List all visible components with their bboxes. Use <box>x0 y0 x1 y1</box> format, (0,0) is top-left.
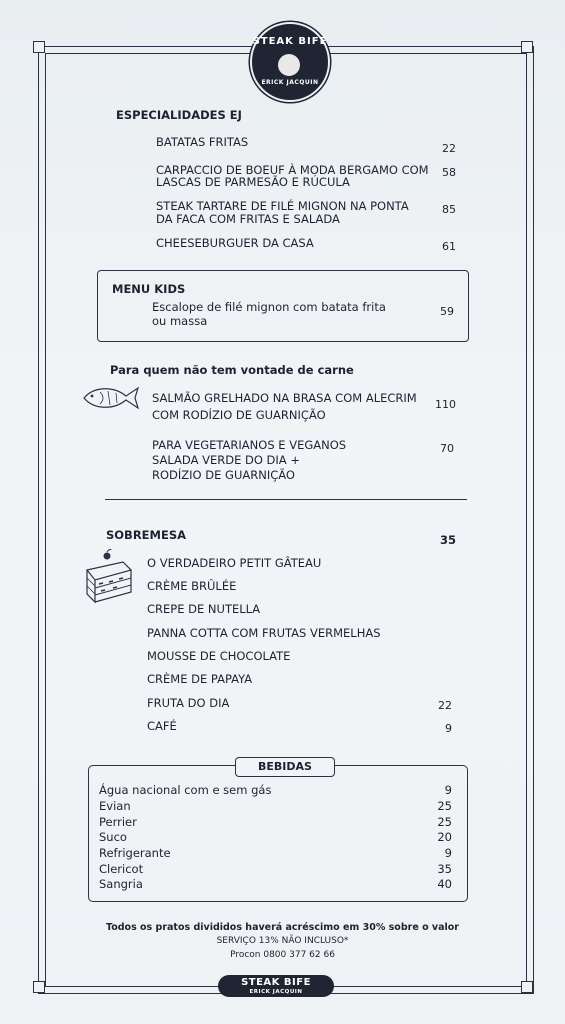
footer-procon: Procon 0800 377 62 66 <box>230 950 335 960</box>
menu-item-line2: SALADA VERDE DO DIA + <box>152 453 300 467</box>
section-divider <box>105 499 467 500</box>
drink-price: 35 <box>437 862 452 876</box>
badge-brand-text: STEAK BIFE <box>241 977 311 988</box>
kids-price: 59 <box>440 305 454 318</box>
dessert-item: CAFÉ <box>147 719 177 733</box>
corner-ornament <box>521 981 533 993</box>
drink-item: Perrier <box>99 815 137 829</box>
menu-item-price: 110 <box>435 398 456 411</box>
section-title-sobremesa: SOBREMESA <box>106 528 187 542</box>
menu-item-price: 61 <box>442 240 456 253</box>
corner-ornament <box>33 41 45 53</box>
sobremesa-price: 35 <box>440 533 457 547</box>
brand-logo <box>250 22 330 102</box>
dessert-item: FRUTA DO DIA <box>147 696 230 710</box>
dessert-price: 9 <box>445 722 452 735</box>
drink-price: 25 <box>437 799 452 813</box>
menu-item: CHEESEBURGUER DA CASA <box>156 236 314 250</box>
menu-item-line2: COM RODÍZIO DE GUARNIÇÃO <box>152 408 326 422</box>
drink-item: Suco <box>99 830 127 844</box>
dessert-item: PANNA COTTA COM FRUTAS VERMELHAS <box>147 626 381 640</box>
menu-item: CARPACCIO DE BOEUF À MODA BERGAMO COM <box>156 163 429 177</box>
drink-item: Refrigerante <box>99 846 171 860</box>
fish-icon <box>80 384 142 412</box>
dessert-item: O VERDADEIRO PETIT GÂTEAU <box>147 556 322 570</box>
drink-item: Sangria <box>99 877 143 891</box>
chef-portrait-icon <box>278 54 300 76</box>
menu-item-line2: DA FACA COM FRITAS E SALADA <box>156 212 340 226</box>
corner-ornament <box>521 41 533 53</box>
menu-item: STEAK TARTARE DE FILÉ MIGNON NA PONTA <box>156 199 409 213</box>
dessert-item: CRÈME BRÛLÉE <box>147 579 237 593</box>
drink-item: Água nacional com e sem gás <box>99 783 272 797</box>
section-title-kids: MENU KIDS <box>112 282 186 296</box>
menu-item-price: 22 <box>442 142 456 155</box>
footer-brand-badge <box>218 975 334 997</box>
logo-brand-text: STEAK BIFE <box>252 36 328 47</box>
cake-icon <box>83 548 135 606</box>
menu-item-line2: LASCAS DE PARMESÃO E RÚCULA <box>156 175 350 189</box>
drink-price: 9 <box>444 783 452 797</box>
menu-item-line3: RODÍZIO DE GUARNIÇÃO <box>152 468 295 482</box>
menu-item: PARA VEGETARIANOS E VEGANOS <box>152 438 347 452</box>
menu-item-price: 70 <box>440 442 454 455</box>
dessert-item: CRÈME DE PAPAYA <box>147 672 253 686</box>
dessert-item: CREPE DE NUTELLA <box>147 602 261 616</box>
dessert-price: 22 <box>438 699 452 712</box>
corner-ornament <box>33 981 45 993</box>
dessert-item: MOUSSE DE CHOCOLATE <box>147 649 291 663</box>
menu-item: BATATAS FRITAS <box>156 135 249 149</box>
menu-item-price: 58 <box>442 166 456 179</box>
footer-service: SERVIÇO 13% NÃO INCLUSO* <box>216 936 349 946</box>
drink-item: Evian <box>99 799 131 813</box>
menu-item: SALMÃO GRELHADO NA BRASA COM ALECRIM <box>152 391 417 405</box>
drink-price: 25 <box>437 815 452 829</box>
badge-chef-text: ERICK JACQUIN <box>249 989 303 995</box>
drink-price: 20 <box>437 830 452 844</box>
kids-item: Escalope de filé mignon com batata frita <box>152 300 386 314</box>
drink-price: 9 <box>444 846 452 860</box>
logo-chef-text: ERICK JACQUIN <box>261 79 319 86</box>
drink-price: 40 <box>437 877 452 891</box>
menu-item-price: 85 <box>442 203 456 216</box>
kids-item-line2: ou massa <box>152 314 208 328</box>
section-title-especialidades: ESPECIALIDADES EJ <box>116 108 242 122</box>
section-title-bebidas: BEBIDAS <box>235 757 335 777</box>
section-title-sem-carne: Para quem não tem vontade de carne <box>110 363 354 377</box>
footer-note: Todos os pratos divididos haverá acréscimo em 30% sobre o valor <box>106 922 459 933</box>
drink-item: Clericot <box>99 862 144 876</box>
